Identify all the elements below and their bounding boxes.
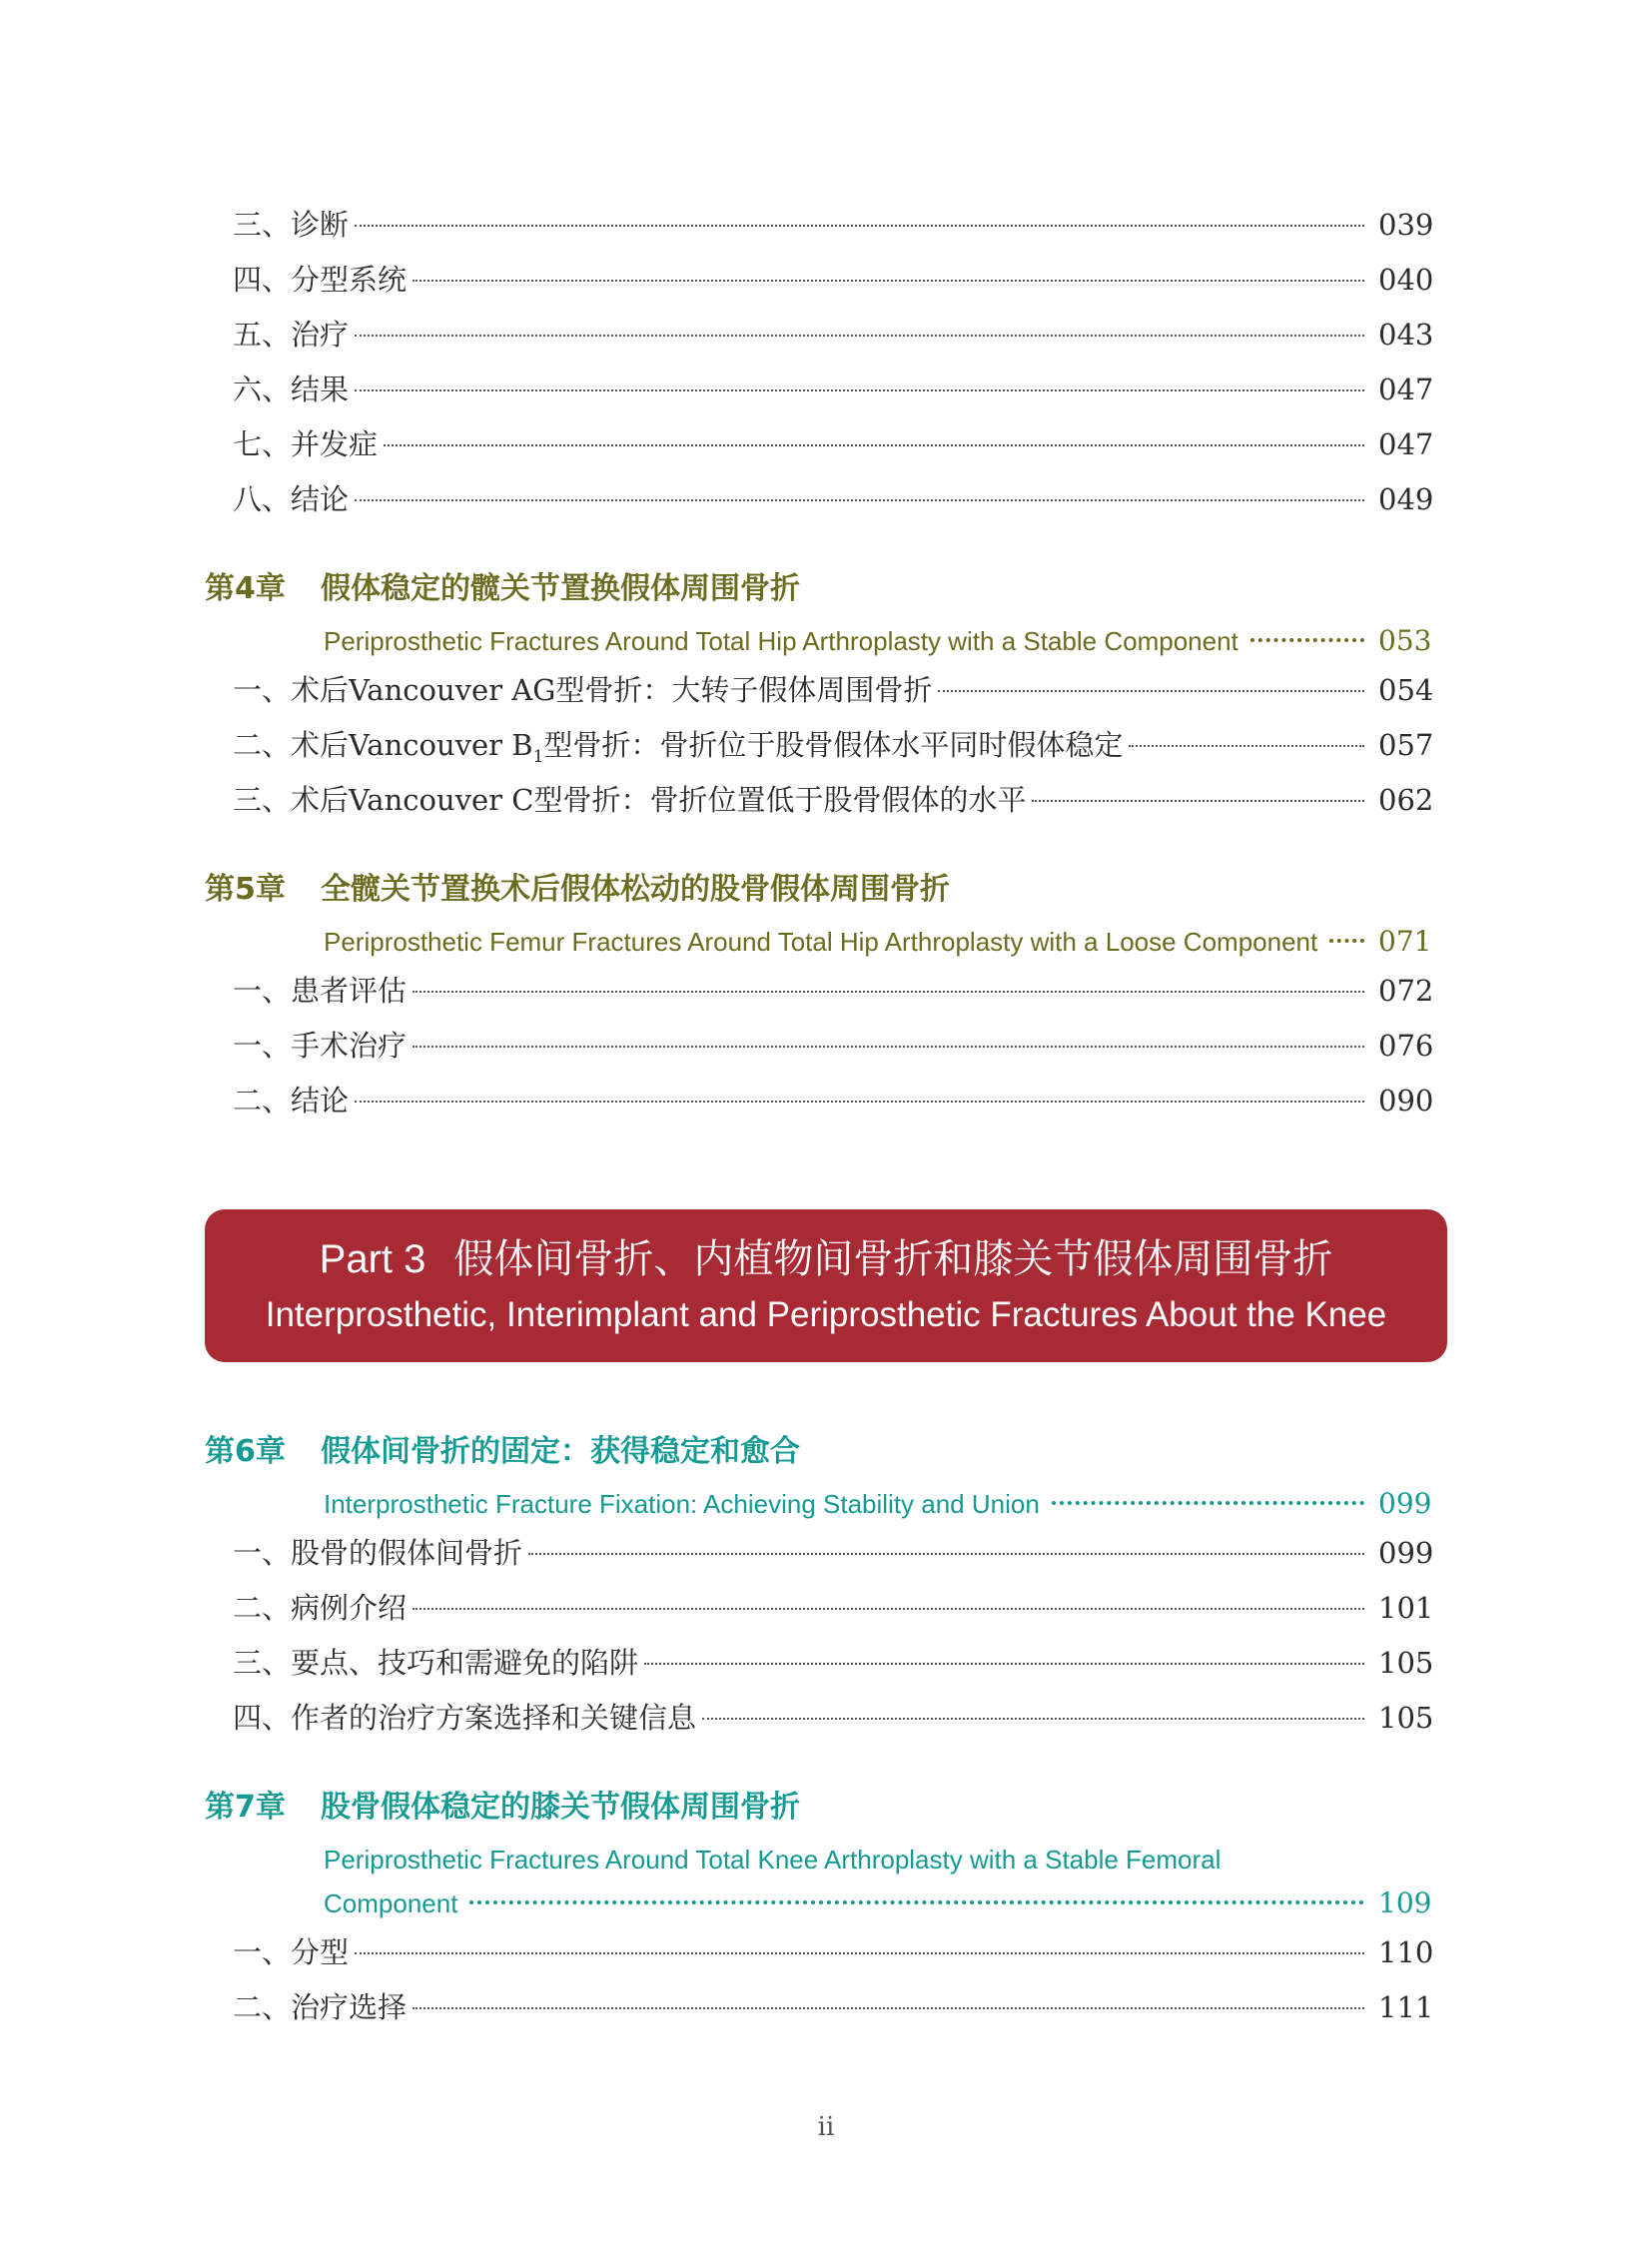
part-3-banner <box>205 1209 1447 1362</box>
entry-page: 101 <box>1378 1591 1434 1625</box>
toc-entry[interactable] <box>205 1925 1434 1980</box>
dot-leader <box>1052 1501 1364 1505</box>
toc-entry[interactable] <box>205 1074 1434 1128</box>
entry-page: 099 <box>1378 1536 1434 1570</box>
dot-leader <box>1250 638 1364 642</box>
chapter-number: 第7章 <box>205 1790 286 1825</box>
dot-leader <box>355 335 1364 337</box>
toc-entry[interactable] <box>205 718 1434 773</box>
chapter-7-section <box>205 1778 1434 2035</box>
entry-page: 076 <box>1378 1029 1434 1063</box>
entry-page: 090 <box>1378 1084 1434 1118</box>
toc-entry[interactable] <box>205 663 1434 718</box>
chapter-english-text: Periprosthetic Fractures Around Total Hip Arthroplasty with a Stable Component <box>324 626 1239 656</box>
toc-entry[interactable] <box>205 1636 1434 1691</box>
chapter-number: 第4章 <box>205 571 286 606</box>
dot-leader <box>644 1663 1364 1665</box>
part-title-english: Interprosthetic, Interimplant and Periprosthetic Fractures About the Knee <box>265 1295 1387 1334</box>
entry-label: 六、结果 <box>233 373 350 406</box>
entry-page: 049 <box>1378 482 1434 516</box>
entry-label: 三、要点、技巧和需避免的陷阱 <box>233 1646 639 1680</box>
entry-page: 057 <box>1378 728 1434 762</box>
toc-entry[interactable] <box>205 417 1434 472</box>
chapter-english-title[interactable] <box>205 619 1432 663</box>
entry-label: 一、股骨的假体间骨折 <box>233 1536 523 1570</box>
chapter-page: 109 <box>1378 1886 1432 1919</box>
entry-label: 二、病例介绍 <box>233 1591 408 1625</box>
toc-entry[interactable] <box>205 253 1434 308</box>
chapter-5-section <box>205 860 1434 1128</box>
toc-top-section <box>205 198 1434 527</box>
entry-page: 105 <box>1378 1646 1434 1680</box>
dot-leader <box>355 499 1364 501</box>
entry-label: 一、手术治疗 <box>233 1029 408 1063</box>
dot-leader <box>355 389 1364 391</box>
dot-leader <box>355 1101 1364 1103</box>
toc-entry[interactable] <box>205 964 1434 1019</box>
chapter-title: 假体稳定的髋关节置换假体周围骨折 <box>321 571 800 606</box>
dot-leader <box>1329 939 1364 943</box>
chapter-english-title[interactable] <box>205 920 1432 964</box>
dot-leader <box>413 280 1364 282</box>
chapter-6-section <box>205 1422 1434 1746</box>
entry-label: 一、分型 <box>233 1935 350 1969</box>
entry-page: 105 <box>1378 1701 1434 1735</box>
entry-label: 一、术后Vancouver AG型骨折：大转子假体周围骨折 <box>233 673 933 707</box>
part-title-cn: 假体间骨折、内植物间骨折和膝关节假体周围骨折 <box>453 1236 1333 1282</box>
dot-leader <box>413 991 1364 993</box>
entry-page: 043 <box>1378 318 1434 352</box>
part-number: Part 3 <box>319 1237 426 1281</box>
chapter-english-title[interactable] <box>205 1482 1432 1526</box>
entry-label: 八、结论 <box>233 482 350 516</box>
dot-leader <box>384 444 1364 446</box>
dot-leader <box>702 1718 1364 1720</box>
chapter-title: 股骨假体稳定的膝关节假体周围骨折 <box>321 1790 800 1825</box>
entry-label: 三、术后Vancouver C型骨折：骨折位置低于股骨假体的水平 <box>233 783 1027 817</box>
dot-leader <box>413 1608 1364 1610</box>
dot-leader <box>469 1900 1364 1904</box>
entry-page: 040 <box>1378 263 1434 297</box>
toc-entry[interactable] <box>205 1980 1434 2035</box>
entry-page: 072 <box>1378 974 1434 1008</box>
dot-leader <box>413 2007 1364 2009</box>
dot-leader <box>1129 745 1364 747</box>
entry-label: 二、结论 <box>233 1084 350 1118</box>
chapter-title: 假体间骨折的固定：获得稳定和愈合 <box>321 1434 800 1469</box>
chapter-page: 099 <box>1378 1487 1432 1520</box>
chapter-heading[interactable] <box>205 860 1428 920</box>
chapter-4-section <box>205 559 1434 828</box>
chapter-english-title[interactable] <box>205 1838 1432 1925</box>
chapter-title: 全髋关节置换术后假体松动的股骨假体周围骨折 <box>321 872 950 907</box>
entry-label: 五、治疗 <box>233 318 350 352</box>
dot-leader <box>1032 800 1364 802</box>
toc-entry[interactable] <box>205 198 1434 253</box>
dot-leader <box>355 225 1364 227</box>
dot-leader <box>528 1553 1364 1555</box>
entry-page: 054 <box>1378 673 1434 707</box>
chapter-heading[interactable] <box>205 559 1428 619</box>
chapter-english-text: Interprosthetic Fracture Fixation: Achieving Stability and Union <box>324 1489 1040 1519</box>
toc-entry[interactable] <box>205 308 1434 363</box>
entry-page: 047 <box>1378 427 1434 461</box>
entry-label: 一、患者评估 <box>233 974 408 1008</box>
entry-label: 四、作者的治疗方案选择和关键信息 <box>233 1701 697 1735</box>
entry-label-pre: 二、术后Vancouver B <box>233 728 533 762</box>
chapter-english-text: Periprosthetic Femur Fractures Around Total Hip Arthroplasty with a Loose Component <box>324 927 1318 957</box>
chapter-english-line2-row <box>324 1881 1432 1925</box>
dot-leader <box>938 690 1364 692</box>
toc-entry[interactable] <box>205 472 1434 527</box>
toc-entry[interactable] <box>205 773 1434 828</box>
toc-entry[interactable] <box>205 1019 1434 1074</box>
dot-leader <box>355 1952 1364 1954</box>
page-folio: ii <box>817 2112 835 2142</box>
chapter-english-text-line2: Component <box>324 1888 458 1918</box>
entry-page: 039 <box>1378 208 1434 242</box>
entry-label: 七、并发症 <box>233 427 379 461</box>
entry-page: 110 <box>1378 1935 1434 1969</box>
dot-leader <box>413 1046 1364 1048</box>
toc-entry[interactable] <box>205 1691 1434 1746</box>
toc-entry[interactable] <box>205 1526 1434 1581</box>
entry-page: 047 <box>1378 373 1434 406</box>
chapter-number: 第6章 <box>205 1434 286 1469</box>
chapter-page: 071 <box>1378 925 1432 958</box>
entry-label-post: 型骨折：骨折位于股骨假体水平同时假体稳定 <box>543 728 1124 762</box>
entry-label: 四、分型系统 <box>233 263 408 297</box>
chapter-number: 第5章 <box>205 872 286 907</box>
entry-label: 三、诊断 <box>233 208 350 242</box>
entry-label: 二、治疗选择 <box>233 1990 408 2024</box>
chapter-page: 053 <box>1378 624 1432 657</box>
chapter-heading[interactable] <box>205 1778 1428 1838</box>
entry-page: 111 <box>1378 1990 1434 2024</box>
entry-page: 062 <box>1378 783 1434 817</box>
chapter-heading[interactable] <box>205 1422 1428 1482</box>
part-title-chinese <box>205 1209 1447 1282</box>
entry-label-subscript: 1 <box>532 746 544 767</box>
chapter-english-text-line1: Periprosthetic Fractures Around Total Knee Arthroplasty with a Stable Femoral <box>324 1845 1222 1874</box>
toc-entry[interactable] <box>205 363 1434 417</box>
toc-entry[interactable] <box>205 1581 1434 1636</box>
